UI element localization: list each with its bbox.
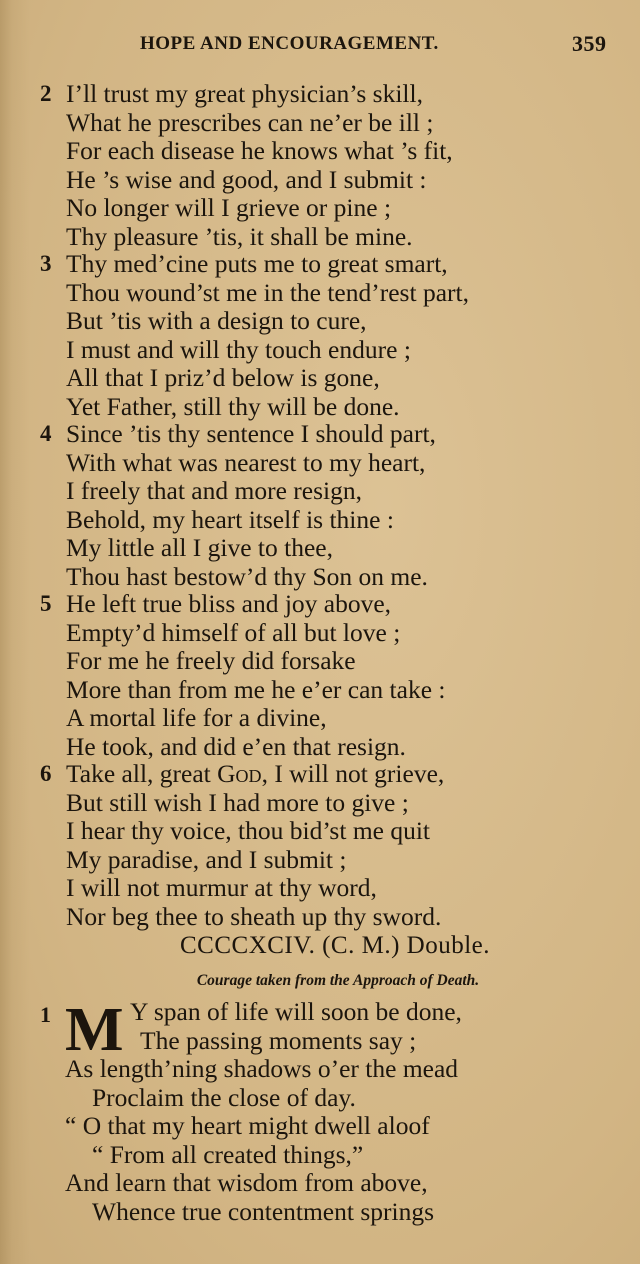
- stanza-line: 6 Take all, great God, I will not grieve,: [40, 759, 445, 788]
- stanza-line: Thy pleasure ’tis, it shall be mine.: [66, 221, 413, 251]
- hymn-body: [40, 998, 620, 1226]
- hymn-subtitle: Courage taken from the Approach of Death.: [196, 972, 480, 989]
- stanza-number: 6: [40, 761, 52, 786]
- stanza-line: For me he freely did forsake: [66, 646, 356, 675]
- stanza-line: Thou hast bestow’d thy Son on me.: [66, 561, 428, 591]
- stanza-line: All that I priz’d below is gone,: [66, 363, 380, 392]
- hymn-line: The passing moments say ;: [140, 1025, 417, 1055]
- stanza-line: But still wish I had more to give ;: [66, 787, 409, 817]
- stanza-line: My paradise, and I submit ;: [66, 844, 347, 874]
- stanza-line: With what was nearest to my heart,: [66, 447, 426, 477]
- stanza-line: I hear thy voice, thou bid’st me quit: [66, 816, 431, 845]
- stanza-3: [40, 250, 600, 421]
- stanza-6: [40, 760, 600, 931]
- page-number: 359: [572, 31, 607, 56]
- stanza-number: 4: [40, 421, 52, 446]
- hymn-line: “ O that my heart might dwell aloof: [65, 1111, 430, 1140]
- stanza-line: He took, and did e’en that resign.: [66, 731, 406, 761]
- stanza-line: A mortal life for a divine,: [66, 703, 327, 732]
- stanza-line: He ’s wise and good, and I submit :: [66, 164, 427, 194]
- stanza-line: More than from me he e’er can take :: [66, 674, 446, 704]
- stanza-5: [40, 590, 600, 761]
- stanza-line: 2 I’ll trust my great physician’s skill,: [40, 79, 423, 108]
- stanza-number: 5: [40, 591, 52, 616]
- stanza-line: My little all I give to thee,: [66, 533, 333, 562]
- drop-cap: M: [65, 996, 124, 1064]
- stanza-line: I will not murmur at thy word,: [66, 873, 377, 902]
- stanza-line: But ’tis with a design to cure,: [66, 306, 367, 335]
- stanza-line: What he prescribes can ne’er be ill ;: [66, 107, 434, 137]
- stanza-number: 3: [40, 251, 52, 276]
- stanza-line: I must and will thy touch endure ;: [66, 334, 411, 364]
- verse-number: 1: [40, 1002, 51, 1027]
- stanza-line: Behold, my heart itself is thine :: [66, 504, 394, 534]
- stanza-2: [40, 80, 600, 251]
- hymn-line: As length’ning shadows o’er the mead: [65, 1054, 459, 1083]
- hymn-line: Proclaim the close of day.: [92, 1082, 356, 1112]
- stanza-line: For each disease he knows what ’s fit,: [66, 136, 453, 165]
- stanza-line: Nor beg thee to sheath up thy sword.: [66, 901, 442, 931]
- stanza-line: No longer will I grieve or pine ;: [66, 193, 392, 222]
- hymn-number-heading: CCCCXCIV. (C. M.) Double.: [180, 932, 490, 959]
- stanza-line: 5 He left true bliss and joy above,: [40, 589, 392, 618]
- running-head-title: HOPE AND ENCOURAGEMENT.: [140, 33, 439, 54]
- stanza-line: 4 Since ’tis thy sentence I should part,: [40, 419, 436, 448]
- stanza-line: Yet Father, still thy will be done.: [66, 391, 400, 421]
- stanza-line: Thou wound’st me in the tend’rest part,: [66, 277, 469, 307]
- hymn-line: And learn that wisdom from above,: [65, 1168, 428, 1197]
- stanza-number: 2: [40, 81, 52, 106]
- stanza-line: Empty’d himself of all but love ;: [66, 617, 401, 647]
- stanza-4: [40, 420, 600, 591]
- stanza-line: 3 Thy med’cine puts me to great smart,: [40, 249, 448, 278]
- stanza-line: I freely that and more resign,: [66, 476, 362, 505]
- hymn-line: “ From all created things,”: [92, 1139, 364, 1169]
- hymn-line: Y span of life will soon be done,: [130, 997, 462, 1026]
- hymn-line: Whence true contentment springs: [92, 1196, 435, 1226]
